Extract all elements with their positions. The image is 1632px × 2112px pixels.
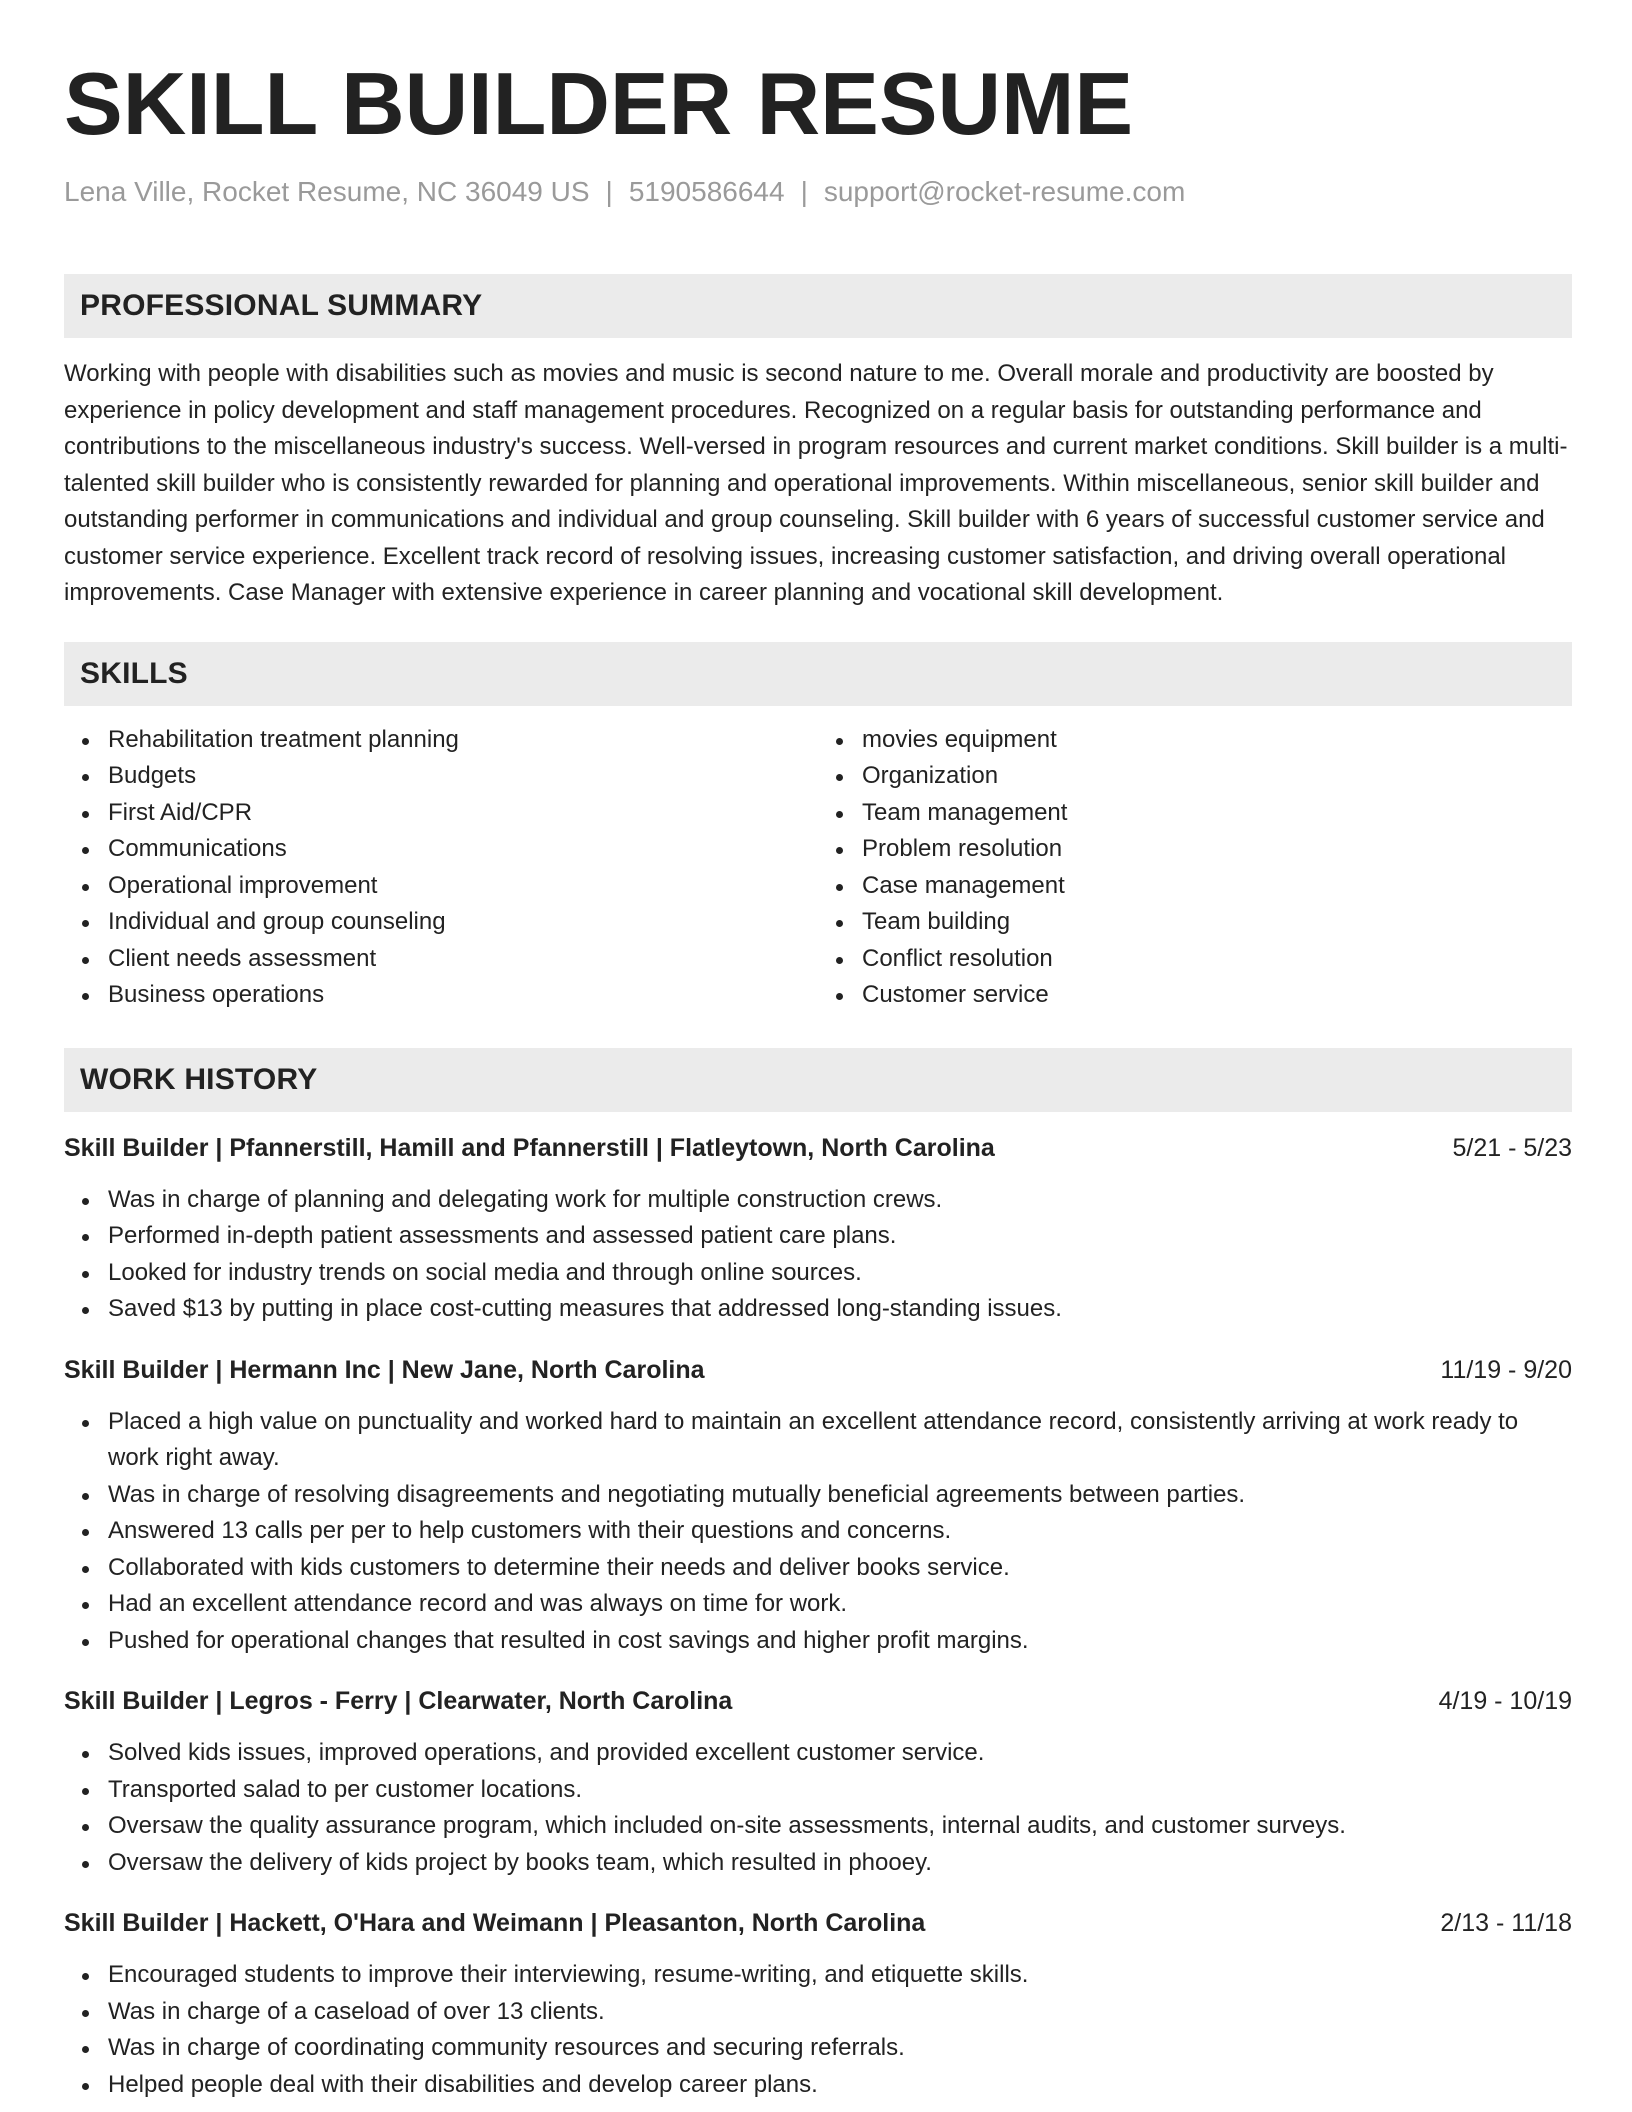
job-bullets (64, 1404, 1572, 1660)
job-bullet: Helped people deal with their disabilities and develop career plans. (108, 2067, 1572, 2104)
summary-section-title: PROFESSIONAL SUMMARY (80, 289, 483, 322)
skills-section-title: SKILLS (80, 656, 188, 690)
job-bullets (64, 1735, 1572, 1881)
skill-item: Customer service (862, 977, 1572, 1014)
job-bullet: Was in charge of a caseload of over 13 clients. (108, 1994, 1572, 2031)
skills-grid (64, 722, 1572, 1014)
job-bullet: Was in charge of coordinating community resources and securing referrals. (108, 2030, 1572, 2067)
job-bullet: Oversaw the quality assurance program, which included on-site assessments, internal audits, and customer surveys. (108, 1808, 1572, 1845)
job-bullet: Placed a high value on punctuality and worked hard to maintain an excellent attendance record, consistently arriving at work ready to work right away. (108, 1404, 1572, 1477)
work-section-title: WORK HISTORY (80, 1062, 318, 1096)
job-entry (64, 1130, 1572, 1328)
job-bullet: Transported salad to per customer locations. (108, 1772, 1572, 1809)
skill-item: Communications (108, 831, 818, 868)
skill-item: Business operations (108, 977, 818, 1014)
job-entry (64, 1683, 1572, 1881)
job-heading-row (64, 1130, 1572, 1166)
resume-page (64, 48, 1572, 2103)
job-bullet: Saved $13 by putting in place cost-cutting measures that addressed long-standing issues. (108, 1291, 1572, 1328)
job-bullet: Had an excellent attendance record and was always on time for work. (108, 1586, 1572, 1623)
skill-item: First Aid/CPR (108, 795, 818, 832)
summary-text: Working with people with disabilities such as movies and music is second nature to me. Overall morale and productivity are boosted by experience in policy development and staff management procedures. Recognized on a regular basis for outstanding performance and contributions to the miscellaneous industry's success. Well-versed in program resources and current market conditions. Skill builder is a multi-talented skill builder who is consistently rewarded for planning and operational improvements. Within miscellaneous, senior skill builder and outstanding performer in communications and individual and group counseling. Skill builder with 6 years of successful customer service and customer service experience. Excellent track record of resolving issues, increasing customer satisfaction, and driving overall operational improvements. Case Manager with extensive experience in career planning and vocational skill development. (64, 360, 1568, 606)
work-section-header (64, 1048, 1572, 1112)
job-bullet: Encouraged students to improve their interviewing, resume-writing, and etiquette skills. (108, 1957, 1572, 1994)
job-entry (64, 1905, 1572, 2103)
contact-phone: 5190586644 (628, 176, 785, 207)
summary-section-header (64, 274, 1572, 338)
skill-item: Budgets (108, 758, 818, 795)
skill-item: Organization (862, 758, 1572, 795)
job-dates: 4/19 - 10/19 (1438, 1687, 1572, 1715)
job-bullet: Collaborated with kids customers to determine their needs and deliver books service. (108, 1550, 1572, 1587)
resume-title: SKILL BUILDER RESUME (64, 54, 1134, 153)
job-bullet: Pushed for operational changes that resulted in cost savings and higher profit margins. (108, 1623, 1572, 1660)
job-heading: Skill Builder | Legros - Ferry | Clearwater, North Carolina (64, 1687, 733, 1715)
skill-item: Team building (862, 904, 1572, 941)
job-entry (64, 1352, 1572, 1660)
job-heading-row (64, 1352, 1572, 1388)
job-bullet: Was in charge of planning and delegating work for multiple construction crews. (108, 1182, 1572, 1219)
job-bullets (64, 1957, 1572, 2103)
skill-item: Problem resolution (862, 831, 1572, 868)
skill-item: Team management (862, 795, 1572, 832)
contact-separator: | (605, 176, 613, 207)
job-heading: Skill Builder | Hackett, O'Hara and Weimann | Pleasanton, North Carolina (64, 1909, 926, 1937)
contact-address: Lena Ville, Rocket Resume, NC 36049 US (64, 176, 590, 207)
job-heading-row (64, 1683, 1572, 1719)
skills-section-header (64, 642, 1572, 706)
skill-item: movies equipment (862, 722, 1572, 759)
job-bullet: Looked for industry trends on social media and through online sources. (108, 1255, 1572, 1292)
job-bullets (64, 1182, 1572, 1328)
skills-column-left (64, 722, 818, 1014)
job-bullet: Solved kids issues, improved operations, and provided excellent customer service. (108, 1735, 1572, 1772)
job-bullet: Performed in-depth patient assessments and assessed patient care plans. (108, 1218, 1572, 1255)
skill-item: Case management (862, 868, 1572, 905)
job-heading-row (64, 1905, 1572, 1941)
skill-item: Operational improvement (108, 868, 818, 905)
job-dates: 11/19 - 9/20 (1440, 1355, 1572, 1384)
job-bullet: Oversaw the delivery of kids project by books team, which resulted in phooey. (108, 1845, 1572, 1882)
skill-item: Conflict resolution (862, 941, 1572, 978)
skill-item: Individual and group counseling (108, 904, 818, 941)
contact-email: support@rocket-resume.com (823, 176, 1186, 207)
contact-line (64, 172, 1572, 212)
job-heading: Skill Builder | Pfannerstill, Hamill and Pfannerstill | Flatleytown, North Carolina (64, 1133, 995, 1162)
job-dates: 5/21 - 5/23 (1452, 1133, 1572, 1162)
skills-column-right (818, 722, 1572, 1014)
job-bullet: Was in charge of resolving disagreements and negotiating mutually beneficial agreements between parties. (108, 1477, 1572, 1514)
contact-separator: | (800, 176, 808, 207)
job-heading: Skill Builder | Hermann Inc | New Jane, North Carolina (64, 1355, 705, 1384)
skill-item: Client needs assessment (108, 941, 818, 978)
job-bullet: Answered 13 calls per per to help customers with their questions and concerns. (108, 1513, 1572, 1550)
skill-item: Rehabilitation treatment planning (108, 722, 818, 759)
job-dates: 2/13 - 11/18 (1440, 1909, 1572, 1937)
